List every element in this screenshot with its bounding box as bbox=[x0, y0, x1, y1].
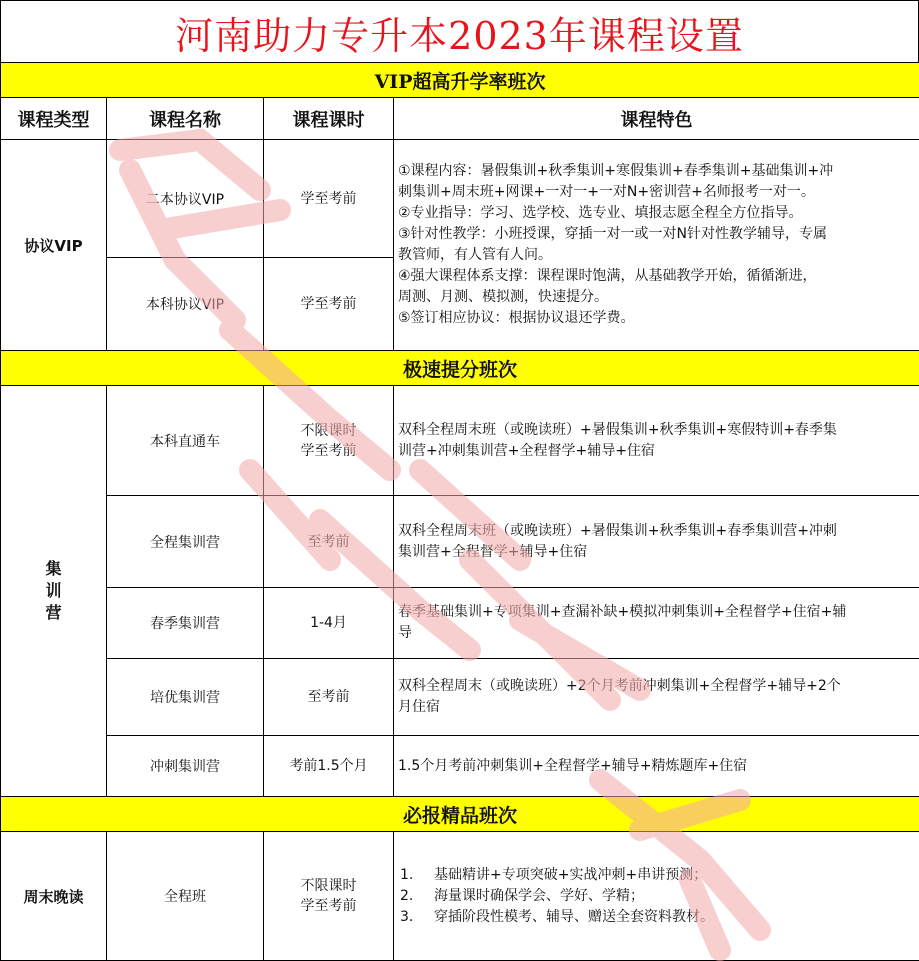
course-type: 协议VIP bbox=[1, 140, 107, 351]
feature-line: ⑤签订相应协议：根据协议退还学费。 bbox=[398, 310, 635, 326]
course-features bbox=[394, 588, 919, 659]
course-type: 周末晚读 bbox=[1, 832, 107, 961]
course-features bbox=[394, 659, 919, 736]
type-char: 训 bbox=[45, 581, 62, 600]
course-type bbox=[1, 386, 107, 797]
header-name: 课程名称 bbox=[107, 98, 264, 140]
table-row bbox=[1, 588, 919, 659]
feature-line: 导 bbox=[398, 625, 412, 641]
feature-line: ①课程内容：暑假集训+秋季集训+寒假集训+春季集训+基础集训+冲 bbox=[398, 163, 834, 179]
page-title: 河南助力专升本2023年课程设置 bbox=[0, 0, 919, 63]
course-name: 春季集训营 bbox=[107, 588, 264, 659]
table-row bbox=[1, 386, 919, 496]
course-hours bbox=[264, 496, 394, 588]
feature-line: ②专业指导：学习、选学校、选专业、填报志愿全程全方位指导。 bbox=[398, 205, 803, 221]
course-features bbox=[394, 832, 919, 961]
feature-line: 训营+冲刺集训营+全程督学+辅导+住宿 bbox=[398, 442, 655, 459]
course-features bbox=[394, 496, 919, 588]
course-features bbox=[394, 386, 919, 496]
course-name: 二本协议VIP bbox=[107, 140, 264, 258]
section-heading-premium: 必报精品班次 bbox=[1, 797, 919, 832]
feature-text: 穿插阶段性模考、辅导、赠送全套资料教材。 bbox=[434, 908, 714, 925]
course-name: 全程班 bbox=[107, 832, 264, 961]
feature-line: 月住宿 bbox=[398, 699, 440, 715]
feature-item bbox=[398, 886, 915, 907]
table-row bbox=[1, 736, 919, 797]
hours-line: 学至考前 bbox=[300, 442, 357, 459]
course-hours bbox=[264, 659, 394, 736]
hours-line: 学至考前 bbox=[300, 898, 357, 914]
type-char: 营 bbox=[45, 603, 62, 622]
course-name: 全程集训营 bbox=[107, 496, 264, 588]
feature-line: 双科全程周末班（或晚读班）+暑假集训+秋季集训+寒假特训+春季集 bbox=[398, 421, 837, 438]
feature-line: ③针对性教学：小班授课，穿插一对一或一对N针对性教学辅导，专属 bbox=[398, 226, 828, 242]
course-features bbox=[394, 736, 919, 797]
feature-number: 3. bbox=[400, 908, 414, 925]
course-features bbox=[394, 140, 919, 351]
course-table bbox=[0, 62, 919, 961]
feature-line: ④强大课程体系支撑：课程课时饱满，从基础教学开始，循循渐进， bbox=[398, 268, 817, 284]
feature-text: 基础精讲+专项突破+实战冲刺+串讲预测； bbox=[434, 866, 708, 883]
feature-number: 1. bbox=[400, 866, 414, 883]
hours-line: 学至考前 bbox=[300, 190, 357, 207]
feature-line: 1.5个月考前冲刺集训+全程督学+辅导+精炼题库+住宿 bbox=[398, 757, 748, 774]
table-row bbox=[1, 496, 919, 588]
course-hours bbox=[264, 588, 394, 659]
course-hours bbox=[264, 832, 394, 961]
course-name: 冲刺集训营 bbox=[107, 736, 264, 797]
table-header bbox=[1, 98, 919, 140]
feature-line: 周测、月测、模拟测，快速提分。 bbox=[398, 289, 608, 305]
feature-item bbox=[398, 865, 915, 886]
type-char: 集 bbox=[45, 559, 62, 578]
course-hours bbox=[264, 140, 394, 258]
header-type: 课程类型 bbox=[1, 98, 107, 140]
course-hours bbox=[264, 258, 394, 351]
feature-number: 2. bbox=[400, 887, 414, 904]
hours-line: 学至考前 bbox=[300, 296, 357, 312]
table-row bbox=[1, 140, 919, 258]
table-row bbox=[1, 832, 919, 961]
table-row bbox=[1, 659, 919, 736]
hours-line: 至考前 bbox=[307, 533, 350, 550]
header-hours: 课程课时 bbox=[264, 98, 394, 140]
course-name: 本科直通车 bbox=[107, 386, 264, 496]
hours-line: 1-4月 bbox=[310, 615, 347, 631]
course-name: 培优集训营 bbox=[107, 659, 264, 736]
section-heading-fast: 极速提分班次 bbox=[1, 351, 919, 386]
feature-line: 集训营+全程督学+辅导+住宿 bbox=[398, 543, 588, 560]
section-heading-vip: VIP超高升学率班次 bbox=[1, 63, 919, 98]
feature-line: 春季基础集训+专项集训+查漏补缺+模拟冲刺集训+全程督学+住宿+辅 bbox=[398, 604, 847, 620]
feature-line: 双科全程周末（或晚读班）+2个月考前冲刺集训+全程督学+辅导+2个 bbox=[398, 678, 841, 694]
header-features: 课程特色 bbox=[394, 98, 919, 140]
course-name: 本科协议VIP bbox=[107, 258, 264, 351]
feature-item bbox=[398, 907, 915, 928]
feature-line: 教管师，有人管有人问。 bbox=[398, 247, 552, 263]
feature-line: 刺集训+周末班+网课+一对一+一对N+密训营+名师报考一对一。 bbox=[398, 184, 815, 200]
course-hours bbox=[264, 736, 394, 797]
feature-text: 海量课时确保学会、学好、学精； bbox=[434, 887, 644, 904]
hours-line: 考前1.5个月 bbox=[289, 758, 368, 774]
hours-line: 不限课时 bbox=[300, 422, 357, 439]
hours-line: 不限课时 bbox=[300, 878, 357, 894]
course-hours bbox=[264, 386, 394, 496]
hours-line: 至考前 bbox=[307, 689, 350, 705]
feature-line: 双科全程周末班（或晚读班）+暑假集训+秋季集训+春季集训营+冲刺 bbox=[398, 522, 837, 539]
